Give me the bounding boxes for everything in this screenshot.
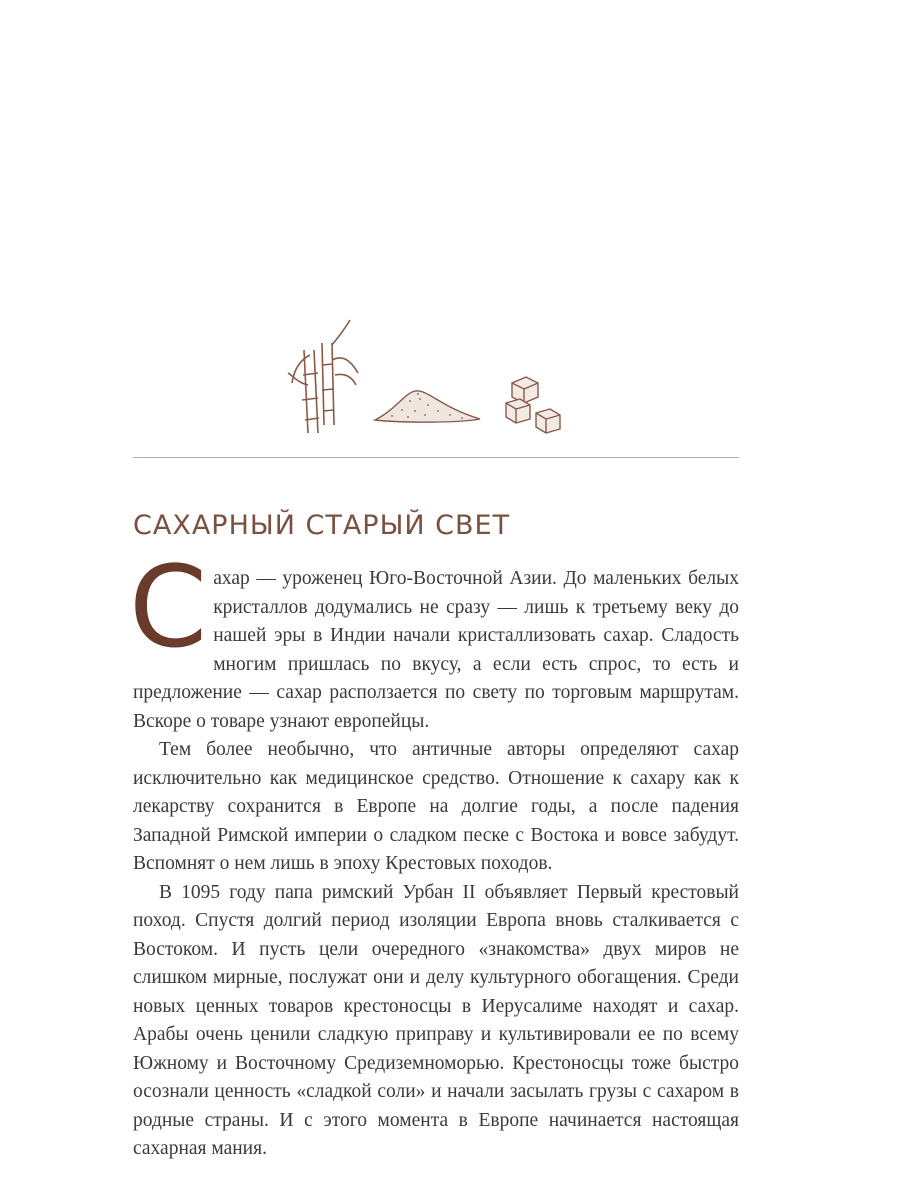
paragraph-1-text: ахар — уроженец Юго-Восточной Азии. До маленьких белых кристаллов додумались не сразу — лишь к третьему веку до нашей эры в Индии начали кристаллизовать сахар. Сладость многим пришлась по вкусу, а если есть спрос, то есть и предложение — сахар расползается по свету по торговым маршрутам. Вскоре о товаре узнают европейцы. xyxy=(133,568,739,732)
sugar-cubes-icon xyxy=(506,377,560,433)
section-divider xyxy=(133,457,739,458)
paragraph-2: Тем более необычно, что античные авторы определяют сахар исключительно как медицинское средство. Отношение к сахару как к лекарству сохранится в Европе на долгие годы, а после падения Западной Римской империи о сладком песке с Востока и вовсе забудут. Вспомнят о нем лишь в эпоху Крестовых походов. xyxy=(133,739,739,874)
body-text xyxy=(129,543,739,1164)
chapter-title: САХАРНЫЙ СТАРЫЙ СВЕТ xyxy=(133,510,511,541)
sugarcane-icon xyxy=(288,320,358,433)
paragraph-3: В 1095 году папа римский Урбан II объявляет Первый крестовый поход. Спустя долгий период изоляции Европа вновь сталкивается с Востоком. И пусть цели очередного «знакомства» двух миров не слишком мирные, послужат они и делу культурного обогащения. Среди новых ценных товаров крестоносцы в Иерусалиме находят и сахар. Арабы очень ценили сладкую приправу и культивировали ее по всему Южному и Восточному Средиземноморью. Крестоносцы тоже быстро осознали ценность «сладкой соли» и начали засылать грузы с сахаром в родные страны. И с этого момента в Европе начинается настоящая сахарная мания. xyxy=(133,881,739,1159)
paragraph-1 xyxy=(129,543,739,736)
sugar-illustration xyxy=(280,315,570,445)
drop-cap: С xyxy=(129,543,208,673)
sugar-pile-icon xyxy=(375,391,480,422)
